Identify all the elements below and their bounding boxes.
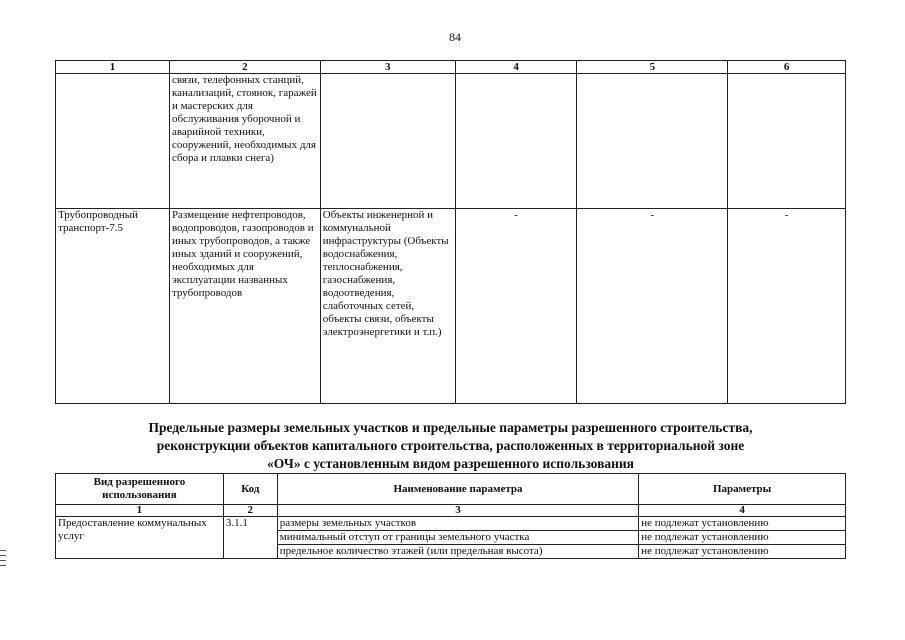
parameter-name: минимальный отступ от границы земельного участка: [277, 531, 638, 545]
table-cell: [320, 74, 455, 209]
column-number: 3: [320, 61, 455, 74]
table-cell: -: [455, 209, 577, 404]
table-header-row: [56, 61, 846, 74]
column-number: 3: [277, 505, 638, 517]
table-cell: -: [577, 209, 728, 404]
zone-uses-table: [55, 60, 846, 404]
table-header-row: [56, 474, 846, 505]
parameter-name: предельное количество этажей (или предельная высота): [277, 545, 638, 559]
table-cell: [577, 74, 728, 209]
section-title: [55, 419, 846, 473]
column-header: Наименование параметра: [277, 474, 638, 505]
table-number-row: [56, 505, 846, 517]
table-row: [56, 74, 846, 209]
parameter-value: не подлежат установлению: [639, 531, 846, 545]
table-row: [56, 209, 846, 404]
table-cell: -: [728, 209, 846, 404]
section-title-line: «ОЧ» с установленным видом разрешенного использования: [267, 456, 634, 471]
page-number: 84: [449, 30, 461, 44]
column-number: 1: [56, 61, 170, 74]
parameters-table: [55, 473, 846, 559]
column-number: 2: [169, 61, 320, 74]
table-cell: Трубопроводный транспорт-7.5: [56, 209, 170, 404]
column-number: 6: [728, 61, 846, 74]
column-number: 4: [639, 505, 846, 517]
column-header: Код: [223, 474, 277, 505]
parameter-name: размеры земельных участков: [277, 517, 638, 531]
table-cell: [728, 74, 846, 209]
parameter-value: не подлежат установлению: [639, 545, 846, 559]
column-number: 1: [56, 505, 224, 517]
column-header: Параметры: [639, 474, 846, 505]
table-cell: [455, 74, 577, 209]
table-cell: Объекты инженерной и коммунальной инфраструктуры (Объекты водоснабжения, теплоснабжения, газоснабжения, водоотведения, слаботочных сетей, объекты связи, объекты электроэнергетики и т.п.): [320, 209, 455, 404]
section-title-line: реконструкции объектов капитального строительства, расположенных в территориальной зоне: [156, 438, 745, 453]
column-number: 2: [223, 505, 277, 517]
use-type-cell: Предоставление коммунальных услуг: [56, 517, 224, 559]
column-number: 4: [455, 61, 577, 74]
scan-edge-mark: [0, 550, 6, 580]
table-cell: [56, 74, 170, 209]
table-row: [56, 517, 846, 531]
parameter-value: не подлежат установлению: [639, 517, 846, 531]
code-cell: 3.1.1: [223, 517, 277, 559]
table-cell: связи, телефонных станций, канализаций, стоянок, гаражей и мастерских для обслуживания уборочной и аварийной техники, сооружений, необходимых для сбора и плавки снега): [169, 74, 320, 209]
table-cell: Размещение нефтепроводов, водопроводов, газопроводов и иных трубопроводов, а также иных зданий и сооружений, необходимых для эксплуатации названных трубопроводов: [169, 209, 320, 404]
column-number: 5: [577, 61, 728, 74]
section-title-line: Предельные размеры земельных участков и предельные параметры разрешенного строительства,: [148, 420, 753, 435]
column-header: Вид разрешенного использования: [56, 474, 224, 505]
